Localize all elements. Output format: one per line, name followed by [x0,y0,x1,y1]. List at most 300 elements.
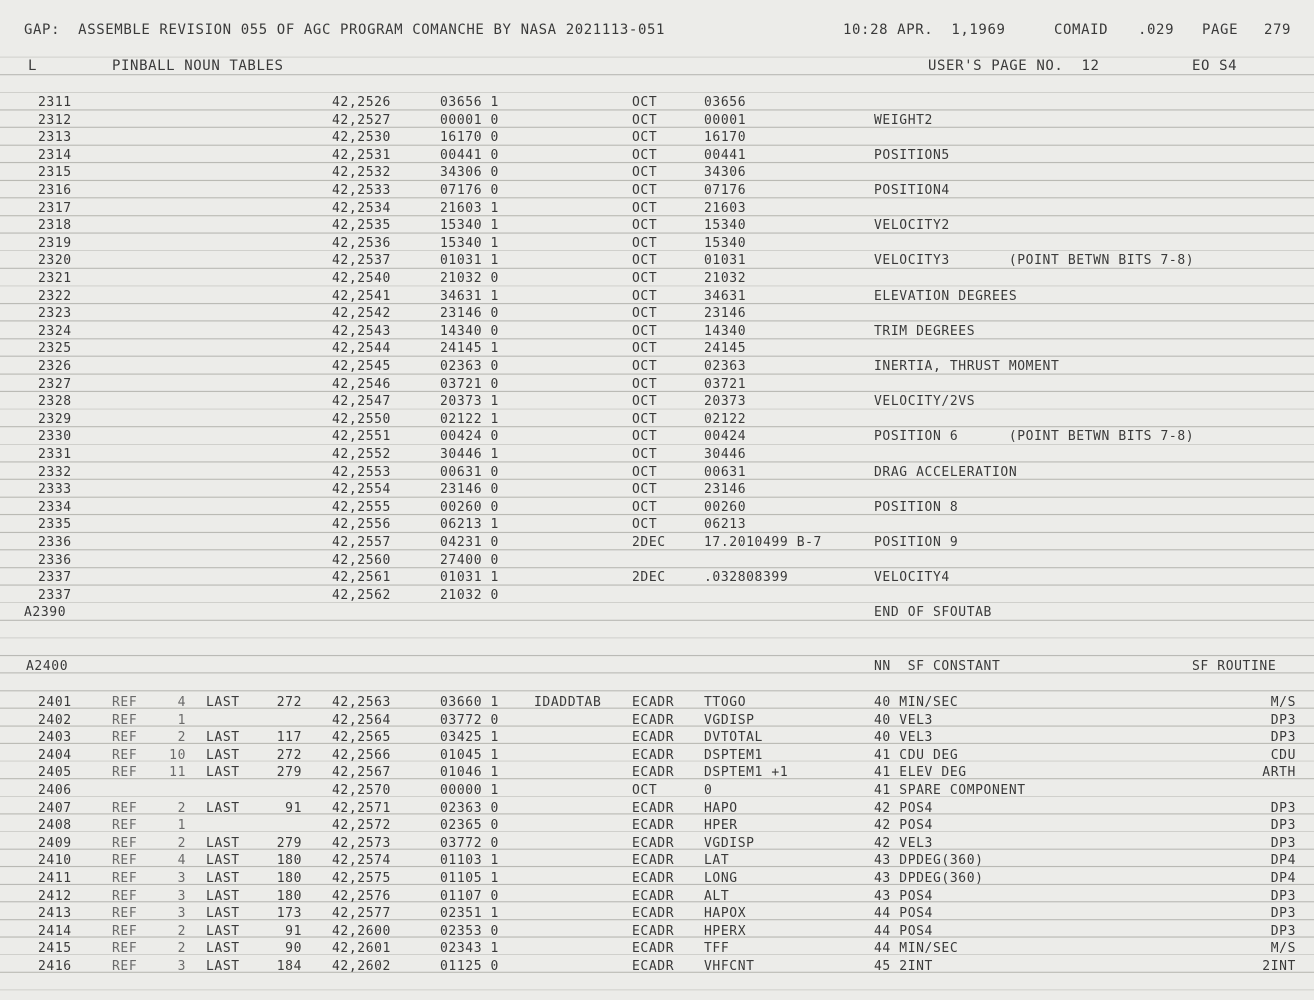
octal-code: 01031 1 [440,570,499,586]
line-number: 2336 [38,552,72,568]
operand: LONG [704,871,738,886]
opcode: OCT [632,306,658,322]
opcode: OCT [632,447,658,462]
operand: 23146 [704,482,747,498]
opcode: OCT [632,499,658,515]
line-number: 2322 [38,288,72,304]
memory-address: 42,2544 [332,341,391,357]
octal-code: 01045 1 [440,747,499,763]
line-number: 2415 [38,941,72,957]
octal-code: 03772 0 [440,835,499,851]
ref-label: REF [112,800,138,816]
memory-address: 42,2534 [332,200,391,216]
operand: 02363 [704,359,747,374]
last-page: 117 [276,730,302,746]
section-line-number: A2400 [26,659,69,674]
operand: 03721 [704,376,747,392]
line-number: 2326 [38,359,72,374]
line-number: 2330 [38,429,72,445]
opcode: OCT [632,359,658,374]
ref-label: REF [112,923,138,939]
line-number: 2412 [38,888,72,904]
ref-count: 4 [177,695,186,710]
memory-address: 42,2533 [332,183,391,198]
operand: 16170 [704,130,747,146]
ref-label: REF [112,871,138,886]
ref-label: REF [112,888,138,904]
operand: VHFCNT [704,959,755,974]
memory-address: 42,2554 [332,482,391,498]
opcode: 2DEC [632,535,666,550]
operand: 17.2010499 B-7 [704,535,822,550]
operand: 30446 [704,447,747,462]
opcode: OCT [632,482,658,498]
memory-address: 42,2573 [332,835,391,851]
opcode: OCT [632,147,658,163]
octal-code: 04231 0 [440,535,499,550]
ref-count: 4 [177,853,186,869]
line-number: 2314 [38,147,72,163]
line-number: 2410 [38,853,72,869]
operand: 07176 [704,183,747,198]
octal-code: 23146 0 [440,482,499,498]
opcode: ECADR [632,888,675,904]
octal-code: 07176 0 [440,183,499,198]
opcode: OCT [632,288,658,304]
operand: 03656 [704,95,747,110]
comment: END OF SFOUTAB [874,605,992,621]
octal-code: 34306 0 [440,165,499,181]
line-number: 2401 [38,695,72,710]
line-number: 2405 [38,765,72,781]
noun-sf-constant: 41 ELEV DEG [874,765,967,781]
memory-address: 42,2550 [332,411,391,427]
octal-code: 02365 0 [440,818,499,834]
octal-code: 03721 0 [440,376,499,392]
memory-address: 42,2565 [332,730,391,746]
comaid-value: .029 [1138,22,1175,38]
line-number: A2390 [24,605,67,621]
octal-code: 20373 1 [440,394,499,410]
memory-address: 42,2535 [332,218,391,234]
page-number: 279 [1264,22,1292,38]
noun-sf-constant: 43 DPDEG(360) [874,871,984,886]
last-page: 279 [276,835,302,851]
octal-code: 03772 0 [440,712,499,728]
opcode: ECADR [632,923,675,939]
octal-code: 02351 1 [440,906,499,922]
memory-address: 42,2570 [332,783,391,798]
noun-sf-constant: 42 POS4 [874,800,933,816]
operand: 34306 [704,165,747,181]
operand: VGDISP [704,712,755,728]
memory-address: 42,2571 [332,800,391,816]
operand: 00424 [704,429,747,445]
comment: POSITION4 [874,183,950,198]
noun-sf-constant: 40 VEL3 [874,730,933,746]
octal-code: 27400 0 [440,552,499,568]
comment: POSITION 8 [874,499,959,515]
sf-routine-heading: SF ROUTINE [1192,659,1277,674]
ref-count: 2 [177,941,186,957]
opcode: OCT [632,394,658,410]
ref-count: 1 [177,818,186,834]
line-number: 2411 [38,871,72,886]
line-number: 2311 [38,95,72,110]
opcode: OCT [632,517,658,533]
operand: HPER [704,818,738,834]
symbol-label: IDADDTAB [534,695,602,710]
ref-label: REF [112,835,138,851]
comment: INERTIA, THRUST MOMENT [874,359,1060,374]
ref-label: REF [112,712,138,728]
comment: TRIM DEGREES [874,323,976,339]
octal-code: 02122 1 [440,411,499,427]
operand: 21032 [704,271,747,286]
opcode: ECADR [632,712,675,728]
line-number: 2416 [38,959,72,974]
last-page: 91 [285,923,302,939]
opcode: OCT [632,464,658,480]
last-page: 272 [276,747,302,763]
memory-address: 42,2566 [332,747,391,763]
memory-address: 42,2546 [332,376,391,392]
opcode: ECADR [632,853,675,869]
line-number: 2403 [38,730,72,746]
comment: VELOCITY2 [874,218,950,234]
last-label: LAST [206,800,240,816]
memory-address: 42,2531 [332,147,391,163]
sf-routine: DP3 [1270,923,1296,939]
line-number: 2312 [38,112,72,128]
opcode: ECADR [632,747,675,763]
ref-count: 2 [177,730,186,746]
memory-address: 42,2536 [332,235,391,251]
ref-label: REF [112,747,138,763]
opcode: OCT [632,112,658,128]
line-number: 2406 [38,783,72,798]
last-label: LAST [206,765,240,781]
noun-sf-constant: 44 POS4 [874,906,933,922]
operand: 15340 [704,235,747,251]
line-number: 2319 [38,235,72,251]
sf-routine: DP3 [1270,888,1296,904]
noun-sf-constant: 41 CDU DEG [874,747,959,763]
line-number: 2413 [38,906,72,922]
memory-address: 42,2563 [332,695,391,710]
ref-count: 3 [177,871,186,886]
octal-code: 03425 1 [440,730,499,746]
octal-code: 14340 0 [440,323,499,339]
line-number: 2323 [38,306,72,322]
ref-count: 3 [177,959,186,974]
opcode: OCT [632,783,658,798]
octal-code: 21603 1 [440,200,499,216]
ref-label: REF [112,959,138,974]
sf-routine: M/S [1270,695,1296,710]
opcode: ECADR [632,835,675,851]
ref-count: 3 [177,888,186,904]
last-label: LAST [206,835,240,851]
opcode: ECADR [632,818,675,834]
octal-code: 24145 1 [440,341,499,357]
operand: 02122 [704,411,747,427]
memory-address: 42,2561 [332,570,391,586]
ref-count: 11 [169,765,186,781]
memory-address: 42,2576 [332,888,391,904]
octal-code: 01046 1 [440,765,499,781]
last-page: 279 [276,765,302,781]
memory-address: 42,2556 [332,517,391,533]
octal-code: 01107 0 [440,888,499,904]
comment: VELOCITY4 [874,570,950,586]
noun-sf-constant: 43 POS4 [874,888,933,904]
memory-address: 42,2537 [332,253,391,269]
ref-label: REF [112,853,138,869]
ref-label: REF [112,818,138,834]
opcode: OCT [632,95,658,110]
run-timestamp: 10:28 APR. 1,1969 [843,22,1006,38]
operand: HPERX [704,923,747,939]
octal-code: 06213 1 [440,517,499,533]
comment: VELOCITY3 (POINT BETWN BITS 7-8) [874,253,1195,269]
l-mark: L [28,58,38,74]
memory-address: 42,2560 [332,552,391,568]
memory-address: 42,2557 [332,535,391,550]
memory-address: 42,2600 [332,923,391,939]
operand: 00441 [704,147,747,163]
memory-address: 42,2532 [332,165,391,181]
octal-code: 15340 1 [440,235,499,251]
operand: 00260 [704,499,747,515]
operand: DSPTEM1 +1 [704,765,789,781]
operand: LAT [704,853,730,869]
opcode: OCT [632,376,658,392]
memory-address: 42,2530 [332,130,391,146]
octal-code: 00441 0 [440,147,499,163]
ref-label: REF [112,730,138,746]
operand: DVTOTAL [704,730,763,746]
sf-routine: DP3 [1270,835,1296,851]
memory-address: 42,2553 [332,464,391,480]
last-page: 272 [276,695,302,710]
memory-address: 42,2547 [332,394,391,410]
line-number: 2313 [38,130,72,146]
noun-sf-constant: 42 VEL3 [874,835,933,851]
noun-sf-constant: 44 POS4 [874,923,933,939]
comment: ELEVATION DEGREES [874,288,1018,304]
memory-address: 42,2542 [332,306,391,322]
sf-routine: DP3 [1270,906,1296,922]
memory-address: 42,2545 [332,359,391,374]
octal-code: 02343 1 [440,941,499,957]
sf-routine: 2INT [1262,959,1296,974]
opcode: OCT [632,235,658,251]
last-label: LAST [206,730,240,746]
memory-address: 42,2575 [332,871,391,886]
line-number: 2404 [38,747,72,763]
comment: POSITION5 [874,147,950,163]
line-number: 2336 [38,535,72,550]
ref-count: 2 [177,800,186,816]
octal-code: 00260 0 [440,499,499,515]
ref-count: 10 [169,747,186,763]
ref-count: 1 [177,712,186,728]
last-page: 173 [276,906,302,922]
line-number: 2321 [38,271,72,286]
opcode: ECADR [632,730,675,746]
octal-code: 34631 1 [440,288,499,304]
noun-sf-constant: 41 SPARE COMPONENT [874,783,1026,798]
operand: 34631 [704,288,747,304]
line-number: 2329 [38,411,72,427]
memory-address: 42,2567 [332,765,391,781]
noun-sf-constant: 43 DPDEG(360) [874,853,984,869]
octal-code: 15340 1 [440,218,499,234]
line-number: 2337 [38,587,72,603]
ref-count: 3 [177,906,186,922]
octal-code: 00000 1 [440,783,499,798]
opcode: OCT [632,411,658,427]
line-number: 2316 [38,183,72,198]
memory-address: 42,2551 [332,429,391,445]
line-number: 2414 [38,923,72,939]
operand: 24145 [704,341,747,357]
comment: POSITION 9 [874,535,959,550]
memory-address: 42,2564 [332,712,391,728]
line-number: 2332 [38,464,72,480]
line-number: 2407 [38,800,72,816]
operand: 00631 [704,464,747,480]
opcode: OCT [632,253,658,269]
comaid-label: COMAID [1054,22,1109,38]
operand: 14340 [704,323,747,339]
line-number: 2408 [38,818,72,834]
memory-address: 42,2601 [332,941,391,957]
last-label: LAST [206,695,240,710]
octal-code: 00424 0 [440,429,499,445]
last-page: 91 [285,800,302,816]
operand: 00001 [704,112,747,128]
opcode: 2DEC [632,570,666,586]
opcode: ECADR [632,959,675,974]
operand: DSPTEM1 [704,747,763,763]
line-number: 2320 [38,253,72,269]
operand: TTOGO [704,695,747,710]
opcode: OCT [632,341,658,357]
ref-label: REF [112,941,138,957]
operand: 21603 [704,200,747,216]
octal-code: 16170 0 [440,130,499,146]
last-label: LAST [206,959,240,974]
ref-label: REF [112,765,138,781]
users-page-number: USER'S PAGE NO. 12 [928,58,1100,74]
memory-address: 42,2543 [332,323,391,339]
comment: POSITION 6 (POINT BETWN BITS 7-8) [874,429,1195,445]
octal-code: 01125 0 [440,959,499,974]
octal-code: 02363 0 [440,359,499,374]
memory-address: 42,2577 [332,906,391,922]
octal-code: 03656 1 [440,95,499,110]
ref-label: REF [112,906,138,922]
assembly-title: GAP: ASSEMBLE REVISION 055 OF AGC PROGRAM COMANCHE BY NASA 2021113-051 [24,22,666,38]
opcode: ECADR [632,941,675,957]
last-label: LAST [206,871,240,886]
line-number: 2328 [38,394,72,410]
operand: TFF [704,941,730,957]
opcode: OCT [632,183,658,198]
opcode: OCT [632,218,658,234]
line-number: 2409 [38,835,72,851]
line-number: 2337 [38,570,72,586]
octal-code: 01103 1 [440,853,499,869]
last-label: LAST [206,888,240,904]
octal-code: 30446 1 [440,447,499,462]
operand: 23146 [704,306,747,322]
operand: 0 [704,783,713,798]
last-label: LAST [206,747,240,763]
operand: .032808399 [704,570,789,586]
octal-code: 02353 0 [440,923,499,939]
last-label: LAST [206,941,240,957]
sf-routine: DP3 [1270,818,1296,834]
memory-address: 42,2574 [332,853,391,869]
last-label: LAST [206,906,240,922]
noun-sf-constant: 42 POS4 [874,818,933,834]
octal-code: 02363 0 [440,800,499,816]
noun-sf-constant: 40 MIN/SEC [874,695,959,710]
noun-sf-constant: 40 VEL3 [874,712,933,728]
sf-routine: DP4 [1270,853,1296,869]
octal-code: 21032 0 [440,587,499,603]
octal-code: 00631 0 [440,464,499,480]
opcode: OCT [632,130,658,146]
memory-address: 42,2552 [332,447,391,462]
ref-count: 2 [177,923,186,939]
memory-address: 42,2541 [332,288,391,304]
comment: VELOCITY/2VS [874,394,976,410]
line-number: 2333 [38,482,72,498]
comment: DRAG ACCELERATION [874,464,1018,480]
operand: VGDISP [704,835,755,851]
memory-address: 42,2540 [332,271,391,286]
octal-code: 03660 1 [440,695,499,710]
opcode: ECADR [632,906,675,922]
octal-code: 01031 1 [440,253,499,269]
line-number: 2334 [38,499,72,515]
sf-routine: M/S [1270,941,1296,957]
sf-routine: DP4 [1270,871,1296,886]
memory-address: 42,2527 [332,112,391,128]
opcode: OCT [632,165,658,181]
memory-address: 42,2602 [332,959,391,974]
operand: 15340 [704,218,747,234]
line-number: 2402 [38,712,72,728]
page-label: PAGE [1202,22,1239,38]
line-number: 2315 [38,165,72,181]
operand: 01031 [704,253,747,269]
sf-routine: ARTH [1262,765,1296,781]
eo-code: EO S4 [1192,58,1238,74]
opcode: ECADR [632,765,675,781]
nn-sf-constant-heading: NN SF CONSTANT [874,659,1001,674]
last-page: 180 [276,853,302,869]
line-number: 2327 [38,376,72,392]
opcode: OCT [632,429,658,445]
noun-sf-constant: 44 MIN/SEC [874,941,959,957]
memory-address: 42,2526 [332,95,391,110]
line-number: 2324 [38,323,72,339]
